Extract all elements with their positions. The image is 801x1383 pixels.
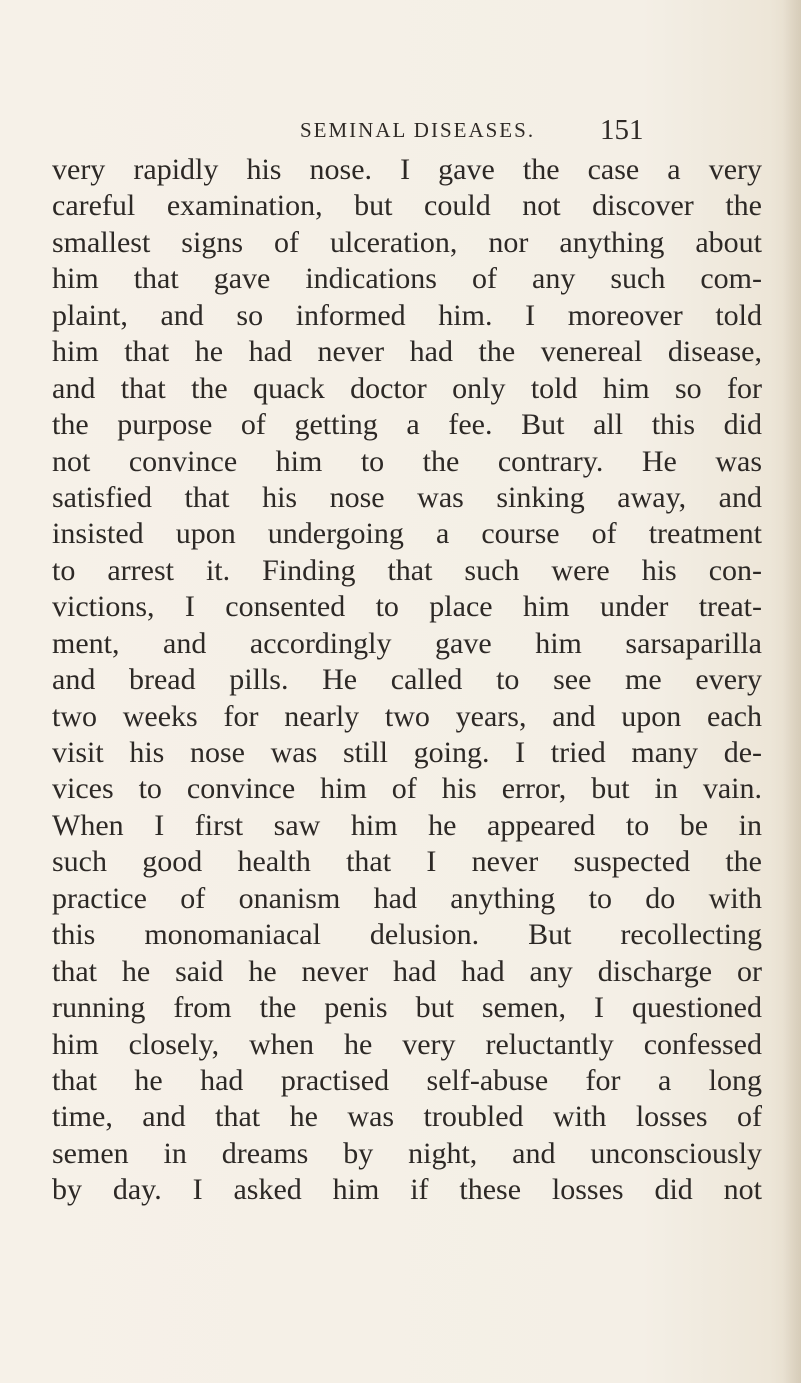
text-line: vices to convince him of his error, but in vain. bbox=[52, 772, 762, 806]
text-line: insisted upon undergoing a course of treatment bbox=[52, 517, 762, 551]
page-number: 151 bbox=[600, 114, 644, 146]
text-line: ment, and accordingly gave him sarsaparilla bbox=[52, 626, 762, 660]
text-line: to arrest it. Finding that such were his con- bbox=[52, 553, 762, 587]
text-line: the purpose of getting a fee. But all this did bbox=[52, 408, 762, 442]
text-line: him that gave indications of any such com- bbox=[52, 262, 762, 296]
text-line: practice of onanism had anything to do with bbox=[52, 881, 762, 915]
text-line: by day. I asked him if these losses did not bbox=[52, 1173, 762, 1207]
text-line: visit his nose was still going. I tried many de- bbox=[52, 736, 762, 769]
text-line: him closely, when he very reluctantly confessed bbox=[52, 1027, 762, 1061]
text-line: smallest signs of ulceration, nor anything about bbox=[52, 225, 762, 259]
body-text bbox=[52, 152, 762, 1209]
text-line: victions, I consented to place him under treat- bbox=[52, 590, 762, 624]
text-line: careful examination, but could not discover the bbox=[52, 189, 762, 223]
text-line: not convince him to the contrary. He was bbox=[52, 444, 762, 478]
text-line: two weeks for nearly two years, and upon each bbox=[52, 699, 762, 733]
text-line: and that the quack doctor only told him so for bbox=[52, 371, 762, 405]
text-line: semen in dreams by night, and unconsciously bbox=[52, 1136, 762, 1170]
text-line: this monomaniacal delusion. But recollecting bbox=[52, 918, 762, 952]
text-line: running from the penis but semen, I questioned bbox=[52, 991, 762, 1025]
text-line: time, and that he was troubled with losses of bbox=[52, 1100, 762, 1134]
running-head-title: SEMINAL DISEASES. bbox=[300, 118, 536, 142]
text-line: that he had practised self-abuse for a long bbox=[52, 1063, 762, 1097]
text-line: such good health that I never suspected the bbox=[52, 845, 762, 879]
text-line: that he said he never had had any discharge or bbox=[52, 954, 762, 988]
running-head bbox=[300, 114, 680, 150]
text-line: and bread pills. He called to see me every bbox=[52, 663, 762, 697]
page-edge-shadow bbox=[783, 0, 801, 1383]
text-line: very rapidly his nose. I gave the case a very bbox=[52, 153, 762, 186]
text-line: When I first saw him he appeared to be in bbox=[52, 808, 762, 842]
text-line: him that he had never had the venereal disease, bbox=[52, 335, 762, 369]
text-line: satisfied that his nose was sinking away, and bbox=[52, 480, 762, 514]
text-line: plaint, and so informed him. I moreover told bbox=[52, 298, 762, 332]
